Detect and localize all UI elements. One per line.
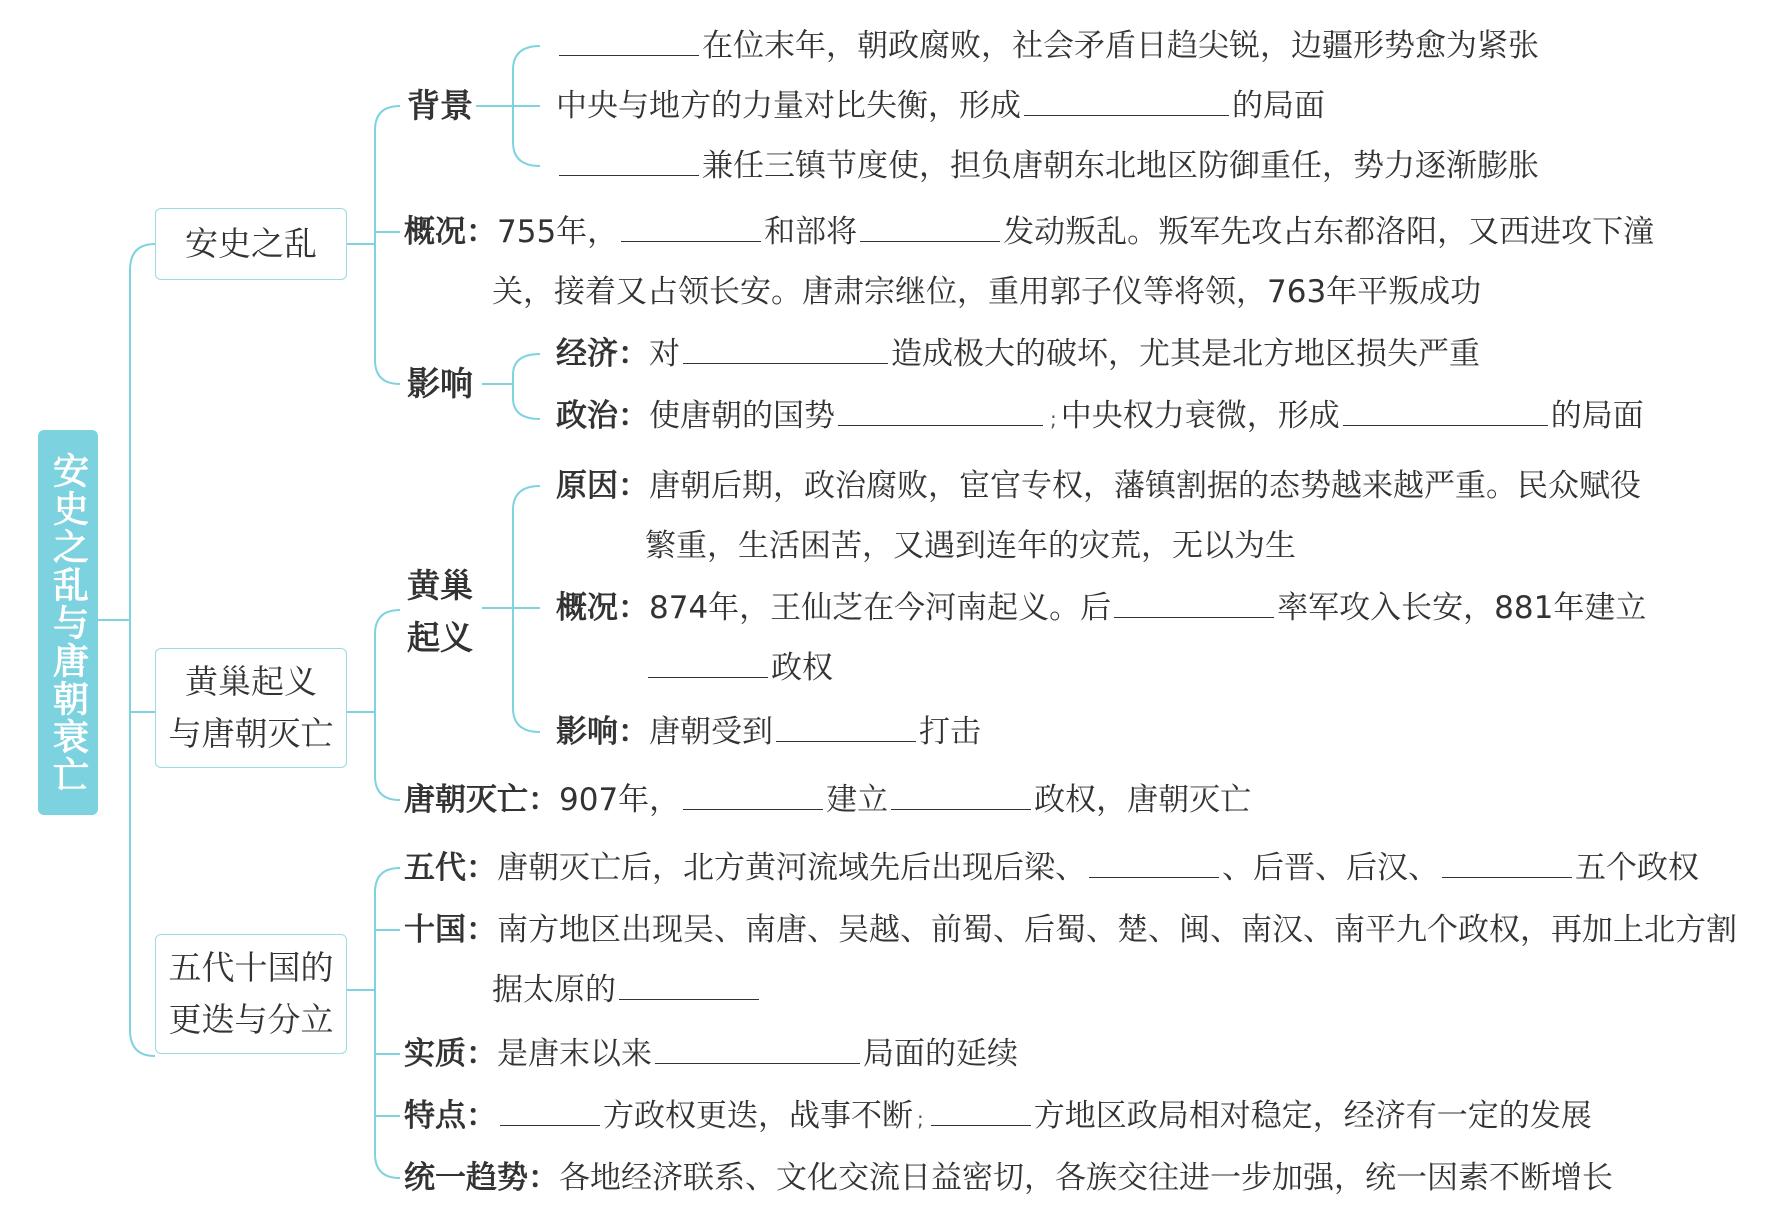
blank xyxy=(891,783,1031,810)
huangchao-impact-a: 唐朝受到 xyxy=(649,714,773,750)
wudai-feature-row xyxy=(404,1096,1592,1139)
blank xyxy=(838,399,1043,426)
essence-text-b: 局面的延续 xyxy=(863,1036,1018,1072)
huangchao-overview-row-2 xyxy=(645,648,833,688)
section-huangchao-line2: 与唐朝灭亡 xyxy=(168,714,334,753)
section-wudai-line1: 五代十国的 xyxy=(168,948,334,987)
anshi-overview-row-1 xyxy=(404,212,1654,252)
anshi-impact-label: 影响 xyxy=(407,364,473,403)
economy-text-a: 对 xyxy=(649,336,680,372)
section-huangchao xyxy=(155,648,347,768)
background-text-2b: 的局面 xyxy=(1232,88,1325,124)
feature-label: 特点： xyxy=(404,1098,497,1134)
huangchao-overview-row-1 xyxy=(556,588,1646,628)
politics-label: 政治： xyxy=(556,398,649,434)
trend-label: 统一趋势： xyxy=(404,1160,559,1196)
essence-text-a: 是唐末以来 xyxy=(497,1036,652,1072)
huangchao-overview-c: 政权 xyxy=(771,650,833,686)
overview-text-b: 和部将 xyxy=(764,214,858,250)
blank xyxy=(648,651,768,678)
blank xyxy=(683,337,888,364)
root-title: 安史之乱与唐朝衰亡 xyxy=(47,451,89,794)
tang-fall-a: 907年， xyxy=(559,782,681,818)
huangchao-cause-row-1 xyxy=(556,466,1641,506)
feature-text-b: 方地区政局相对稳定，经济有一定的发展 xyxy=(1033,1098,1592,1134)
blank xyxy=(1024,89,1229,116)
blank xyxy=(1114,591,1274,618)
blank xyxy=(931,1099,1031,1126)
background-text-1: 在位末年，朝政腐败，社会矛盾日趋尖锐，边疆形势愈为紧张 xyxy=(702,28,1539,64)
overview-text-d: 关，接着又占领长安。唐肃宗继位，重用郭子仪等将领，763年平叛成功 xyxy=(492,274,1482,310)
huangchao-label xyxy=(407,560,473,664)
ten-text-2: 据太原的 xyxy=(492,972,616,1008)
ten-text-1: 南方地区出现吴、南唐、吴越、前蜀、后蜀、楚、闽、南汉、南平九个政权，再加上北方割 xyxy=(497,912,1737,948)
anshi-politics-row xyxy=(556,396,1644,439)
section-wudai-line2: 更迭与分立 xyxy=(168,1000,334,1039)
section-anshi-label: 安史之乱 xyxy=(185,224,317,263)
feature-separator: ; xyxy=(917,1107,924,1131)
root-topic xyxy=(38,430,98,815)
wudai-essence-row xyxy=(404,1034,1018,1074)
huangchao-overview-b: 率军攻入长安，881年建立 xyxy=(1277,590,1647,626)
cause-label: 原因： xyxy=(556,468,649,504)
huangchao-label-line1: 黄巢 xyxy=(407,566,473,605)
anshi-economy-row xyxy=(556,334,1480,374)
section-huangchao-line1: 黄巢起义 xyxy=(185,662,317,701)
huangchao-impact-label: 影响： xyxy=(556,714,649,750)
economy-label: 经济： xyxy=(556,336,649,372)
huangchao-impact-row xyxy=(556,712,981,752)
wudai-ten-row-2 xyxy=(492,970,762,1010)
ten-label: 十国： xyxy=(404,912,497,948)
overview-text-c: 发动叛乱。叛军先攻占东都洛阳，又西进攻下潼 xyxy=(1003,214,1655,250)
huangchao-impact-b: 打击 xyxy=(919,714,981,750)
blank xyxy=(860,215,1000,242)
five-text-a: 唐朝灭亡后，北方黄河流域先后出现后梁、 xyxy=(497,850,1086,886)
blank xyxy=(559,149,699,176)
economy-text-b: 造成极大的破坏，尤其是北方地区损失严重 xyxy=(891,336,1480,372)
anshi-overview-label: 概况： xyxy=(404,214,497,250)
section-anshi xyxy=(155,208,347,280)
background-text-3: 兼任三镇节度使，担负唐朝东北地区防御重任，势力逐渐膨胀 xyxy=(702,148,1539,184)
anshi-background-row-1 xyxy=(556,26,1539,66)
blank xyxy=(559,29,699,56)
wudai-ten-row-1 xyxy=(404,910,1737,950)
wudai-five-row xyxy=(404,848,1699,888)
tang-fall-c: 政权，唐朝灭亡 xyxy=(1034,782,1252,818)
blank xyxy=(1442,851,1572,878)
politics-text-a: 使唐朝的国势 xyxy=(649,398,835,434)
five-text-b: 、后晋、后汉、 xyxy=(1222,850,1439,886)
blank xyxy=(655,1037,860,1064)
overview-text-a: 755年， xyxy=(497,214,619,250)
tang-fall-label: 唐朝灭亡： xyxy=(404,782,559,818)
section-wudai xyxy=(155,934,347,1054)
essence-label: 实质： xyxy=(404,1036,497,1072)
blank xyxy=(1343,399,1548,426)
anshi-background-label: 背景 xyxy=(407,86,473,125)
wudai-trend-row xyxy=(404,1158,1613,1198)
huangchao-overview-label: 概况： xyxy=(556,590,649,626)
anshi-overview-row-2 xyxy=(492,272,1481,312)
cause-text-1: 唐朝后期，政治腐败，宦官专权，藩镇割据的态势越来越严重。民众赋役 xyxy=(649,468,1641,504)
tang-fall-row xyxy=(404,780,1251,820)
blank xyxy=(500,1099,600,1126)
feature-text-a: 方政权更迭，战事不断 xyxy=(603,1098,913,1134)
five-label: 五代： xyxy=(404,850,497,886)
huangchao-cause-row-2 xyxy=(645,526,1296,566)
blank xyxy=(619,973,759,1000)
blank xyxy=(1089,851,1219,878)
anshi-background-row-3 xyxy=(556,146,1539,186)
background-text-2a: 中央与地方的力量对比失衡，形成 xyxy=(556,88,1021,124)
anshi-background-row-2 xyxy=(556,86,1325,126)
trend-text: 各地经济联系、文化交流日益密切，各族交往进一步加强，统一因素不断增长 xyxy=(559,1160,1613,1196)
politics-text-c: 的局面 xyxy=(1550,398,1644,434)
tang-fall-b: 建立 xyxy=(826,782,889,818)
huangchao-overview-a: 874年，王仙芝在今河南起义。后 xyxy=(649,590,1112,626)
politics-separator: ; xyxy=(1050,407,1057,431)
blank xyxy=(776,715,916,742)
politics-text-b: 中央权力衰微，形成 xyxy=(1060,398,1340,434)
huangchao-label-line2: 起义 xyxy=(407,618,473,657)
five-text-c: 五个政权 xyxy=(1575,850,1699,886)
blank xyxy=(621,215,761,242)
cause-text-2: 繁重，生活困苦，又遇到连年的灾荒，无以为生 xyxy=(645,528,1296,564)
blank xyxy=(683,783,823,810)
